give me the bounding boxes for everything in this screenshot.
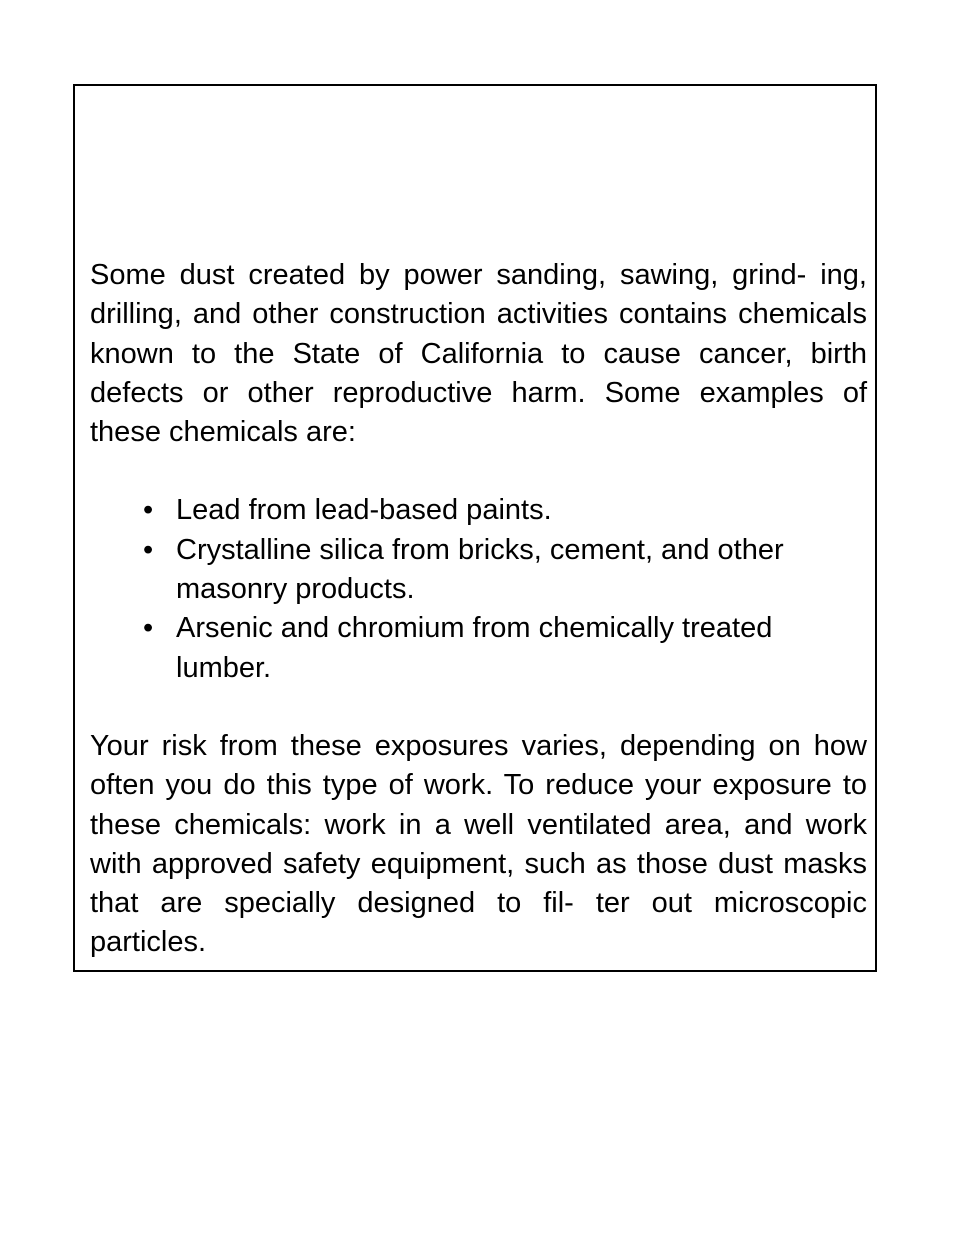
intro-line: chemicals known to the State of California to cause: [90, 298, 867, 370]
closing-line: ter out microscopic particles.: [90, 887, 867, 959]
closing-line: as those dust masks that are specially designed to fil-: [90, 847, 867, 920]
intro-line: Some examples of these chemicals are:: [90, 376, 867, 449]
list-item-text: [176, 609, 856, 688]
list-item-text: [176, 531, 856, 610]
list-item-line: other masonry products.: [176, 533, 784, 606]
intro-line: cancer, birth defects or other reproductive harm.: [90, 337, 867, 409]
notice-content: [90, 256, 867, 963]
list-item: [90, 609, 867, 688]
list-item: [90, 531, 867, 610]
warning-notice-box: [73, 84, 877, 972]
list-item-line: Arsenic and chromium from chemically treated: [176, 612, 773, 645]
closing-line: Your risk from these exposures varies, depending on: [90, 729, 801, 762]
closing-line: how often you do this type of work. To reduce your: [90, 729, 867, 802]
list-item-text: [176, 491, 856, 530]
closing-line: exposure to these chemicals: work in a well ventilated: [90, 769, 868, 841]
chemical-examples-list: [90, 491, 867, 687]
bullet-icon: •: [143, 533, 154, 566]
closing-line: area, and work with approved safety equipment, such: [90, 808, 867, 880]
intro-paragraph: [90, 256, 867, 452]
bullet-icon: •: [143, 494, 154, 527]
list-item-line: Crystalline silica from bricks, cement, and: [176, 533, 710, 566]
list-item-line: Lead from lead-based paints.: [176, 494, 552, 527]
list-item-line: lumber.: [176, 651, 272, 684]
list-item: [90, 491, 867, 530]
bullet-icon: •: [143, 612, 154, 645]
closing-paragraph: [90, 727, 867, 963]
intro-line: Some dust created by power sanding, sawing, grind-: [90, 259, 807, 291]
intro-line: ing, drilling, and other construction activities contains: [90, 259, 867, 331]
